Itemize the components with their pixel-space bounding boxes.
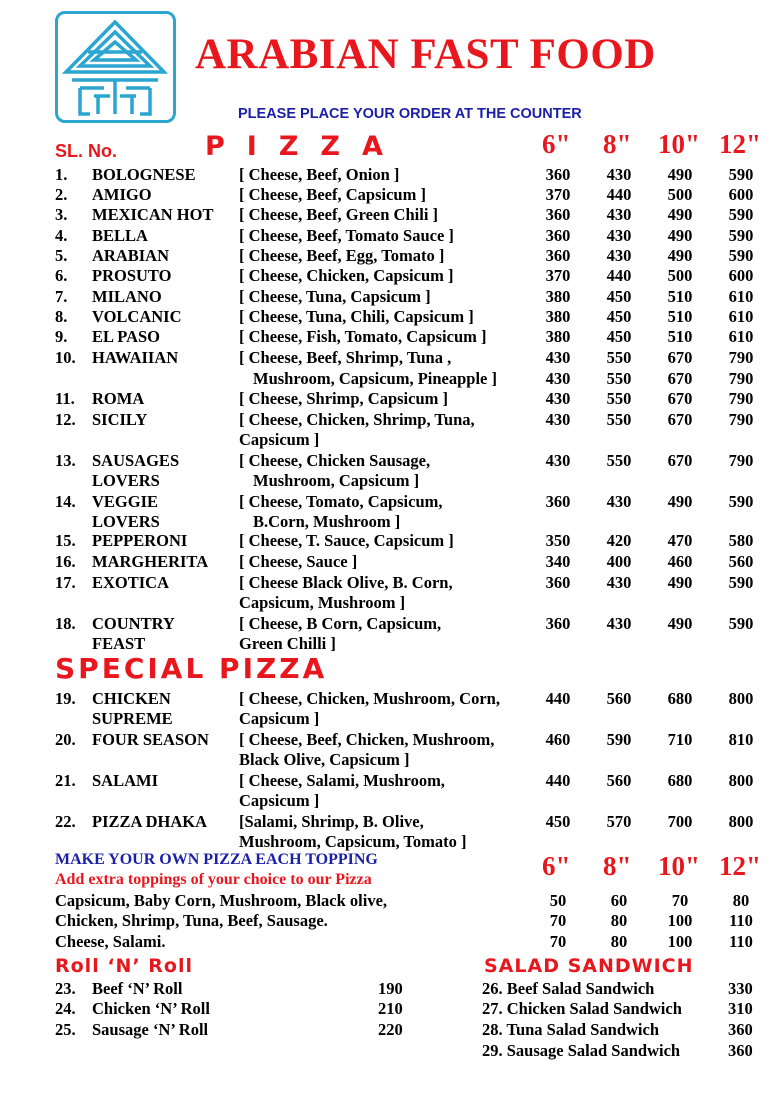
item-price: 430	[606, 205, 632, 224]
item-ingredients: B.Corn, Mushroom ]	[253, 512, 401, 531]
item-price: 430	[545, 389, 571, 408]
item-ingredients: [ Cheese, Tuna, Chili, Capsicum ]	[239, 307, 474, 326]
item-price: 800	[728, 771, 754, 790]
item-price: 340	[545, 552, 571, 571]
item-ingredients: Mushroom, Capsicum ]	[253, 471, 420, 490]
item-name: CHICKEN	[92, 689, 171, 708]
roll-price: 210	[378, 999, 403, 1018]
item-price: 430	[606, 165, 632, 184]
item-ingredients: [Salami, Shrimp, B. Olive,	[239, 812, 424, 831]
item-price: 490	[667, 165, 693, 184]
item-number: 5.	[55, 246, 68, 265]
item-name: AMIGO	[92, 185, 152, 204]
item-name: VOLCANIC	[92, 307, 182, 326]
item-price: 350	[545, 531, 571, 550]
item-price: 680	[667, 689, 693, 708]
item-ingredients: [ Cheese, Tomato, Capsicum,	[239, 492, 443, 511]
salad-price: 360	[728, 1041, 753, 1060]
item-price: 670	[667, 348, 693, 367]
item-price: 360	[545, 573, 571, 592]
serial-number-header: SL. No.	[55, 141, 117, 161]
roll-price: 190	[378, 979, 403, 998]
item-ingredients: [ Cheese, T. Sauce, Capsicum ]	[239, 531, 454, 550]
item-name: MILANO	[92, 287, 162, 306]
item-name: SALAMI	[92, 771, 159, 790]
item-name: COUNTRY	[92, 614, 175, 633]
item-price: 490	[667, 614, 693, 633]
topping-price: 80	[732, 891, 750, 910]
item-number: 7.	[55, 287, 68, 306]
item-price: 610	[728, 307, 754, 326]
item-price: 510	[667, 327, 693, 346]
topping-price: 50	[549, 891, 567, 910]
brand-logo	[55, 11, 176, 123]
item-price: 450	[606, 287, 632, 306]
item-number: 19.	[55, 689, 76, 708]
restaurant-name: ARABIAN FAST FOOD	[195, 31, 656, 78]
item-price: 680	[667, 771, 693, 790]
item-price: 790	[728, 369, 754, 388]
item-number: 16.	[55, 552, 76, 571]
item-price: 430	[606, 492, 632, 511]
item-price: 560	[728, 552, 754, 571]
item-ingredients: Capsicum ]	[239, 791, 320, 810]
item-price: 380	[545, 327, 571, 346]
item-price: 450	[606, 307, 632, 326]
item-price: 550	[606, 451, 632, 470]
item-ingredients: [ Cheese, Fish, Tomato, Capsicum ]	[239, 327, 487, 346]
item-ingredients: [ Cheese, Chicken Sausage,	[239, 451, 431, 470]
salad-name: 28. Tuna Salad Sandwich	[482, 1020, 660, 1039]
item-name: MARGHERITA	[92, 552, 209, 571]
item-number: 14.	[55, 492, 76, 511]
item-ingredients: [ Cheese Black Olive, B. Corn,	[239, 573, 453, 592]
item-ingredients: Capsicum, Mushroom ]	[239, 593, 406, 612]
item-price: 430	[545, 369, 571, 388]
toppings-size-10: 10"	[658, 851, 700, 881]
item-name: BOLOGNESE	[92, 165, 196, 184]
special-pizza-heading: SPECIAL PIZZA	[55, 652, 328, 685]
item-price: 790	[728, 410, 754, 429]
item-price: 550	[606, 369, 632, 388]
item-price: 700	[667, 812, 693, 831]
roll-name: Chicken ‘N’ Roll	[92, 999, 210, 1018]
item-price: 460	[667, 552, 693, 571]
item-number: 1.	[55, 165, 68, 184]
item-price: 360	[545, 226, 571, 245]
item-price: 450	[606, 327, 632, 346]
item-price: 380	[545, 307, 571, 326]
item-number: 11.	[55, 389, 75, 408]
item-name: PIZZA DHAKA	[92, 812, 208, 831]
item-price: 430	[606, 573, 632, 592]
item-price: 560	[606, 771, 632, 790]
item-price: 670	[667, 369, 693, 388]
item-price: 600	[728, 185, 754, 204]
topping-price: 70	[671, 891, 689, 910]
item-ingredients: [ Cheese, Beef, Tomato Sauce ]	[239, 226, 454, 245]
item-price: 490	[667, 573, 693, 592]
topping-price: 100	[667, 932, 693, 951]
topping-price: 110	[729, 911, 753, 930]
item-name: PROSUTO	[92, 266, 172, 285]
item-name: ROMA	[92, 389, 145, 408]
item-price: 560	[606, 689, 632, 708]
item-price: 570	[606, 812, 632, 831]
item-price: 440	[545, 771, 571, 790]
item-ingredients: [ Cheese, Beef, Egg, Tomato ]	[239, 246, 445, 265]
item-price: 590	[728, 614, 754, 633]
item-price: 790	[728, 348, 754, 367]
item-ingredients: [ Cheese, Sauce ]	[239, 552, 358, 571]
item-number: 6.	[55, 266, 68, 285]
item-price: 420	[606, 531, 632, 550]
item-ingredients: [ Cheese, Chicken, Capsicum ]	[239, 266, 454, 285]
item-ingredients: [ Cheese, Chicken, Shrimp, Tuna,	[239, 410, 475, 429]
item-price: 370	[545, 185, 571, 204]
item-price: 500	[667, 266, 693, 285]
item-price: 370	[545, 266, 571, 285]
item-price: 600	[728, 266, 754, 285]
item-price: 670	[667, 451, 693, 470]
item-price: 810	[728, 730, 754, 749]
item-price: 800	[728, 812, 754, 831]
item-name: SUPREME	[92, 709, 173, 728]
item-number: 20.	[55, 730, 76, 749]
item-number: 4.	[55, 226, 68, 245]
size-header-8: 8"	[603, 129, 632, 159]
item-price: 490	[667, 246, 693, 265]
item-price: 400	[606, 552, 632, 571]
item-name: SAUSAGES	[92, 451, 180, 470]
item-ingredients: [ Cheese, Salami, Mushroom,	[239, 771, 445, 790]
item-name: EL PASO	[92, 327, 161, 346]
item-price: 430	[545, 348, 571, 367]
size-header-6: 6"	[542, 129, 571, 159]
item-price: 790	[728, 389, 754, 408]
item-number: 13.	[55, 451, 76, 470]
item-ingredients: [ Cheese, Beef, Capsicum ]	[239, 185, 426, 204]
pizza-section-heading: PIZZA	[205, 131, 405, 162]
topping-price: 100	[667, 911, 693, 930]
item-price: 580	[728, 531, 754, 550]
item-name: LOVERS	[92, 512, 160, 531]
item-price: 440	[606, 185, 632, 204]
item-number: 9.	[55, 327, 68, 346]
item-number: 21.	[55, 771, 76, 790]
item-price: 380	[545, 287, 571, 306]
item-price: 670	[667, 410, 693, 429]
item-price: 590	[728, 246, 754, 265]
roll-price: 220	[378, 1020, 403, 1039]
item-name: FOUR SEASON	[92, 730, 209, 749]
salad-name: 26. Beef Salad Sandwich	[482, 979, 655, 998]
item-price: 590	[728, 165, 754, 184]
item-price: 360	[545, 205, 571, 224]
topping-price: 60	[610, 891, 628, 910]
item-number: 8.	[55, 307, 68, 326]
item-price: 440	[606, 266, 632, 285]
toppings-size-6: 6"	[542, 851, 571, 881]
item-name: HAWAIIAN	[92, 348, 179, 367]
item-ingredients: [ Cheese, B Corn, Capsicum,	[239, 614, 442, 633]
item-number: 22.	[55, 812, 76, 831]
item-ingredients: [ Cheese, Shrimp, Capsicum ]	[239, 389, 448, 408]
item-number: 10.	[55, 348, 76, 367]
toppings-subheading: Add extra toppings of your choice to our Pizza	[55, 871, 372, 888]
item-number: 2.	[55, 185, 68, 204]
item-price: 510	[667, 287, 693, 306]
item-price: 450	[545, 812, 571, 831]
item-price: 590	[728, 492, 754, 511]
size-header-12: 12"	[719, 129, 761, 159]
toppings-heading: MAKE YOUR OWN PIZZA EACH TOPPING	[55, 851, 378, 868]
item-price: 550	[606, 389, 632, 408]
topping-price: 110	[729, 932, 753, 951]
item-number: 15.	[55, 531, 76, 550]
roll-name: Sausage ‘N’ Roll	[92, 1020, 209, 1039]
item-price: 710	[667, 730, 693, 749]
item-price: 430	[606, 614, 632, 633]
item-price: 360	[545, 246, 571, 265]
item-name: SICILY	[92, 410, 148, 429]
item-ingredients: [ Cheese, Beef, Chicken, Mushroom,	[239, 730, 495, 749]
salad-name: 27. Chicken Salad Sandwich	[482, 999, 682, 1018]
item-price: 490	[667, 492, 693, 511]
item-price: 800	[728, 689, 754, 708]
roll-name: Beef ‘N’ Roll	[92, 979, 183, 998]
item-price: 590	[728, 226, 754, 245]
salad-price: 360	[728, 1020, 753, 1039]
salad-name: 29. Sausage Salad Sandwich	[482, 1041, 681, 1060]
topping-label: Cheese, Salami.	[55, 932, 166, 951]
salad-section-heading: SALAD SANDWICH	[484, 955, 694, 977]
order-instruction: PLEASE PLACE YOUR ORDER AT THE COUNTER	[238, 106, 582, 122]
item-price: 790	[728, 451, 754, 470]
item-ingredients: [ Cheese, Beef, Shrimp, Tuna ,	[239, 348, 452, 367]
item-price: 490	[667, 226, 693, 245]
item-ingredients: [ Cheese, Beef, Green Chili ]	[239, 205, 439, 224]
roll-number: 25.	[55, 1020, 76, 1039]
item-ingredients: Capsicum ]	[239, 709, 320, 728]
roll-number: 23.	[55, 979, 76, 998]
item-name: PEPPERONI	[92, 531, 188, 550]
item-number: 12.	[55, 410, 76, 429]
item-ingredients: [ Cheese, Tuna, Capsicum ]	[239, 287, 431, 306]
item-price: 610	[728, 287, 754, 306]
topping-price: 80	[610, 932, 628, 951]
item-price: 470	[667, 531, 693, 550]
item-price: 430	[606, 246, 632, 265]
item-ingredients: Black Olive, Capsicum ]	[239, 750, 410, 769]
toppings-size-12: 12"	[719, 851, 761, 881]
topping-price: 70	[549, 932, 567, 951]
roll-number: 24.	[55, 999, 76, 1018]
item-price: 550	[606, 348, 632, 367]
item-price: 590	[606, 730, 632, 749]
stylized-triangle-logo-icon	[58, 14, 173, 120]
item-ingredients: Green Chilli ]	[239, 634, 336, 653]
item-price: 610	[728, 327, 754, 346]
toppings-size-8: 8"	[603, 851, 632, 881]
item-name: VEGGIE	[92, 492, 159, 511]
topping-price: 80	[610, 911, 628, 930]
item-name: FEAST	[92, 634, 146, 653]
item-ingredients: Mushroom, Capsicum, Pineapple ]	[253, 369, 498, 388]
item-price: 440	[545, 689, 571, 708]
item-ingredients: Capsicum ]	[239, 430, 320, 449]
item-price: 360	[545, 165, 571, 184]
topping-price: 70	[549, 911, 567, 930]
item-price: 360	[545, 492, 571, 511]
item-price: 460	[545, 730, 571, 749]
item-price: 430	[545, 410, 571, 429]
item-price: 590	[728, 573, 754, 592]
item-ingredients: [ Cheese, Chicken, Mushroom, Corn,	[239, 689, 500, 708]
item-price: 430	[545, 451, 571, 470]
size-header-10: 10"	[658, 129, 700, 159]
item-name: MEXICAN HOT	[92, 205, 214, 224]
topping-label: Capsicum, Baby Corn, Mushroom, Black olive,	[55, 891, 388, 910]
item-price: 490	[667, 205, 693, 224]
salad-price: 330	[728, 979, 753, 998]
item-price: 500	[667, 185, 693, 204]
item-ingredients: Mushroom, Capsicum, Tomato ]	[239, 832, 467, 851]
item-price: 510	[667, 307, 693, 326]
roll-section-heading: Roll ‘N’ Roll	[55, 955, 193, 977]
item-price: 430	[606, 226, 632, 245]
topping-label: Chicken, Shrimp, Tuna, Beef, Sausage.	[55, 911, 328, 930]
salad-price: 310	[728, 999, 753, 1018]
item-number: 17.	[55, 573, 76, 592]
item-name: LOVERS	[92, 471, 160, 490]
item-number: 3.	[55, 205, 68, 224]
item-number: 18.	[55, 614, 76, 633]
item-price: 670	[667, 389, 693, 408]
item-ingredients: [ Cheese, Beef, Onion ]	[239, 165, 400, 184]
item-price: 590	[728, 205, 754, 224]
item-price: 360	[545, 614, 571, 633]
item-price: 550	[606, 410, 632, 429]
item-name: BELLA	[92, 226, 148, 245]
item-name: EXOTICA	[92, 573, 170, 592]
item-name: ARABIAN	[92, 246, 170, 265]
